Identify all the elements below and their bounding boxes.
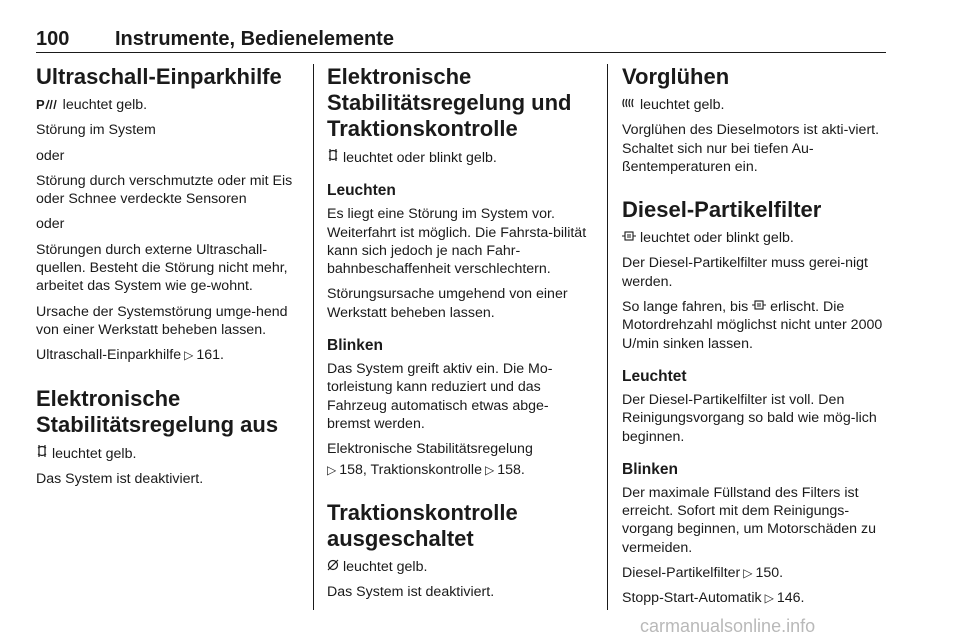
paragraph: So lange fahren, bis erlischt. Die Motordrehzahl möglichst nicht unter 2000 U/min sinken lassen. (622, 299, 883, 352)
reference-arrow-icon: ▷ (484, 462, 495, 477)
paragraph: Das System ist deaktiviert. (36, 470, 204, 487)
column-3 (622, 64, 886, 615)
esc-off-icon (36, 444, 48, 463)
esc-icon (327, 148, 339, 167)
paragraph: Vorglühen des Dieselmotors ist akti-viert. Schaltet sich nur bei tiefen Au-ßentemperaturen ein. (622, 122, 880, 175)
paragraph: Störungsursache umgehend von einer Werkstatt beheben lassen. (327, 286, 568, 321)
subheading-leuchten: Leuchten (327, 182, 396, 200)
paragraph: leuchtet oder blinkt gelb. (327, 148, 591, 167)
subheading-blinken: Blinken (622, 460, 678, 478)
page-header (36, 28, 886, 52)
heading-dpf: Diesel-Partikelfilter (622, 197, 822, 223)
column-2 (327, 64, 591, 608)
paragraph: Ursache der Systemstörung umge-hend von einer Werkstatt beheben lassen. (36, 303, 288, 338)
heading-glow-plug: Vorglühen (622, 64, 730, 89)
watermark: carmanualsonline.info (640, 616, 816, 636)
column-divider (607, 64, 608, 610)
section-title: Instrumente, Bedienelemente (115, 28, 394, 50)
column-divider (313, 64, 314, 610)
paragraph: Der Diesel-Partikelfilter muss gerei-nigt werden. (622, 255, 868, 290)
cross-reference: ▷ 158, Traktionskontrolle ▷ 158. (327, 461, 525, 478)
reference-arrow-icon: ▷ (743, 566, 753, 581)
cross-reference: Ultraschall-Einparkhilfe ▷ 161. (36, 347, 224, 364)
paragraph: Störung im System (36, 122, 156, 139)
paragraph: Es liegt eine Störung im System vor. Weiterfahrt ist möglich. Die Fahrsta-bilität kann sich jedoch je nach Fahr-bahnbeschaffenheit verschlechtern. (327, 206, 587, 278)
heading-tc-off: Traktionskontrolle ausgeschaltet (327, 499, 518, 551)
reference-arrow-icon: ▷ (184, 348, 194, 363)
heading-esc-tc: Elektronische Stabilitätsregelung und Traktionskontrolle (327, 64, 572, 141)
page-number: 100 (36, 28, 70, 50)
paragraph: Der Diesel-Partikelfilter ist voll. Den Reinigungsvorgang so bald wie mög-lich beginnen. (622, 391, 877, 445)
paragraph: leuchtet gelb. (327, 558, 591, 576)
diesel-particle-filter-icon (622, 229, 636, 247)
paragraph: Der maximale Füllstand des Filters ist erreicht. Sofort mit dem Reinigungs-vorgang beginnen, um Motorschäden zu vermeiden. (622, 484, 876, 556)
cross-reference: Elektronische Stabilitätsregelung (327, 441, 533, 458)
traction-control-off-icon (327, 558, 339, 576)
paragraph: oder (36, 216, 65, 233)
heading-parking-aid: Ultraschall-Einparkhilfe (36, 64, 282, 89)
glow-plug-icon (622, 96, 636, 114)
paragraph: Störungen durch externe Ultraschall-quellen. Besteht die Störung nicht mehr, arbeitet das System wie ge-wohnt. (36, 241, 288, 295)
diesel-particle-filter-icon (752, 298, 766, 316)
paragraph: oder (36, 147, 65, 164)
paragraph: Das System greift aktiv ein. Die Mo-torleistung kann reduziert und das Fahrzeug automatisch etwas abge-bremst werden. (327, 361, 553, 432)
paragraph: Störung durch verschmutzte oder mit Eis oder Schnee verdeckte Sensoren (36, 172, 293, 208)
header-divider (36, 52, 886, 53)
reference-arrow-icon: ▷ (764, 591, 774, 606)
reference-arrow-icon: ▷ (327, 462, 337, 477)
cross-reference: Diesel-Partikelfilter ▷ 150. (622, 565, 784, 582)
column-1 (36, 64, 300, 495)
cross-reference: Stopp-Start-Automatik ▷ 146. (622, 590, 805, 607)
heading-esc-off: Elektronische Stabilitätsregelung aus (36, 385, 279, 437)
paragraph: Das System ist deaktiviert. (327, 584, 495, 601)
subheading-blinken: Blinken (327, 337, 383, 355)
subheading-leuchtet: Leuchtet (622, 367, 687, 385)
paragraph: leuchtet gelb. (622, 96, 886, 114)
paragraph: leuchtet oder blinkt gelb. (622, 229, 886, 247)
paragraph: leuchtet gelb. (36, 444, 300, 463)
parking-sensor-icon: P (36, 96, 59, 114)
paragraph: P leuchtet gelb. (36, 97, 148, 113)
